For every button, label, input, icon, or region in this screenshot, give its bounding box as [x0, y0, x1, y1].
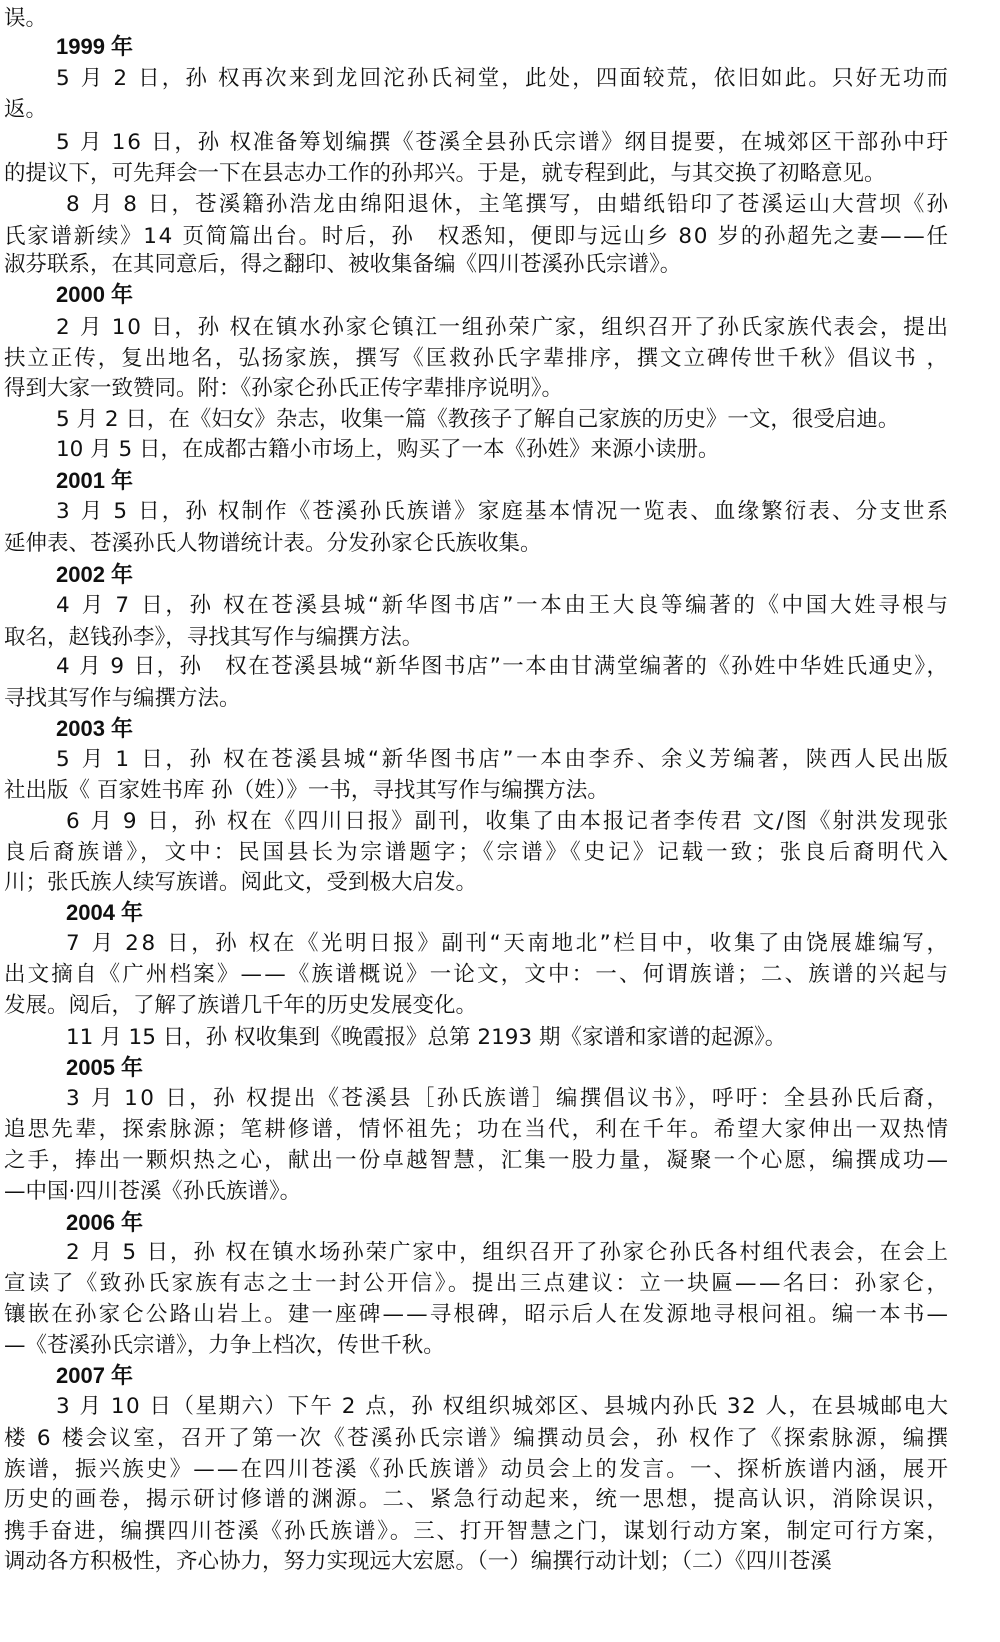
para-start [0, 744, 1000, 776]
year-heading [0, 559, 1000, 591]
year-heading [0, 279, 1000, 311]
para-line [0, 1546, 1000, 1578]
line-text: 1999 年 [56, 34, 134, 59]
para-line [0, 1176, 1000, 1208]
para-start [0, 434, 1000, 466]
line-text: 2004 年 [66, 900, 144, 925]
line-text: 宣读了《致孙氏家族有志之士一封公开信》。提出三点建议：立一块匾——名曰：孙家仑， [4, 1271, 951, 1296]
para-line [0, 1516, 1000, 1548]
para-line [0, 1145, 1000, 1177]
para-line [0, 1299, 1000, 1331]
para-start [0, 496, 1000, 528]
line-text: 得到大家一致赞同。附：《孙家仑孙氏正传字辈排序说明》。 [4, 376, 564, 401]
para-start [0, 1083, 1000, 1115]
line-text: 族谱，振兴族史》——在四川苍溪《孙氏族谱》动员会上的发言。一、探析族谱内涵，展开 [4, 1457, 951, 1482]
para-start [0, 312, 1000, 344]
year-heading [0, 1052, 1000, 1084]
line-text: 5 月 16 日，孙 权准备筹划编撰《苍溪全县孙氏宗谱》纲目提要，在城郊区干部孙中玗 [56, 130, 950, 155]
para-line [0, 1454, 1000, 1486]
year-heading [0, 465, 1000, 497]
line-text: 3 月 10 日，孙 权提出《苍溪县［孙氏族谱］编撰倡议书》，呼吁：全县孙氏后裔， [66, 1086, 951, 1111]
para-line [0, 1484, 1000, 1516]
para-line [0, 373, 1000, 405]
para-start [0, 590, 1000, 622]
line-text: 2000 年 [56, 282, 134, 307]
para-line [0, 837, 1000, 869]
line-text: 社出版《 百家姓书库 孙（姓）》一书，寻找其写作与编撰方法。 [4, 778, 609, 803]
para-line [0, 343, 1000, 375]
line-text: —中国·四川苍溪《孙氏族谱》。 [4, 1179, 302, 1204]
para-line [0, 1330, 1000, 1362]
line-text: 追思先辈，探索脉源；笔耕修谱，情怀祖先；功在当代，利在千年。希望大家伸出一双热情 [4, 1117, 951, 1142]
para-line [0, 94, 1000, 126]
line-text: 的提议下，可先拜会一下在县志办工作的孙邦兴。于是，就专程到此，与其交换了初略意见。 [4, 161, 886, 186]
line-text: 6 月 9 日，孙 权在《四川日报》副刊，收集了由本报记者李传君 文/图《射洪发现张 [66, 809, 950, 834]
line-text: 调动各方积极性，齐心协力，努力实现远大宏愿。（一）编撰行动计划；（二）《四川苍溪 [4, 1549, 832, 1574]
line-text: 扶立正传，复出地名，弘扬家族，撰写《匡救孙氏字辈排序，撰文立碑传世千秋》倡议书 ， [4, 346, 950, 371]
line-text: 2005 年 [66, 1055, 144, 1080]
year-heading [0, 897, 1000, 929]
line-text: 2007 年 [56, 1363, 134, 1388]
para-start [0, 189, 1000, 221]
para-start [0, 63, 1000, 95]
year-heading [0, 1360, 1000, 1392]
line-text: 携手奋进，编撰四川苍溪《孙氏族谱》。三、打开智慧之门，谋划行动方案，制定可行方案， [4, 1519, 950, 1544]
line-text: 3 月 5 日，孙 权制作《苍溪孙氏族谱》家庭基本情况一览表、血缘繁衍表、分支世系 [56, 499, 951, 524]
para-line [0, 158, 1000, 190]
line-text: 之手，捧出一颗炽热之心，献出一份卓越智慧，汇集一股力量，凝聚一个心愿，编撰成功— [4, 1148, 951, 1173]
line-text: 寻找其写作与编撰方法。 [4, 686, 241, 711]
para-line [0, 622, 1000, 654]
year-heading [0, 1207, 1000, 1239]
line-text: 4 月 7 日，孙 权在苍溪县城“新华图书店”一本由王大良等编著的《中国大姓寻根与 [56, 593, 951, 618]
line-text: 5 月 2 日，孙 权再次来到龙回沱孙氏祠堂，此处，四面较荒，依旧如此。只好无功而 [56, 66, 951, 91]
year-heading [0, 31, 1000, 63]
para-line [0, 1268, 1000, 1300]
para-start [0, 806, 1000, 838]
line-text: 淑芬联系，在其同意后，得之翻印、被收集备编《四川苍溪孙氏宗谱》。 [4, 252, 682, 277]
para-line [0, 1423, 1000, 1455]
line-text: 川；张氏族人续写族谱。阅此文，受到极大启发。 [4, 870, 478, 895]
line-text: 4 月 9 日，孙 权在苍溪县城“新华图书店”一本由甘满堂编著的《孙姓中华姓氏通史》， [56, 654, 950, 679]
line-text: 2 月 5 日，孙 权在镇水场孙荣广家中，组织召开了孙家仑孙氏各村组代表会，在会上 [66, 1240, 950, 1265]
line-text: 镶嵌在孙家仑公路山岩上。建一座碑——寻根碑，昭示后人在发源地寻根问祖。编一本书— [4, 1302, 951, 1327]
line-text: 2001 年 [56, 468, 134, 493]
para-start [0, 127, 1000, 159]
line-text: 延伸表、苍溪孙氏人物谱统计表。分发孙家仑氏族收集。 [4, 531, 542, 556]
para-line [0, 959, 1000, 991]
para-line [0, 867, 1000, 899]
line-text: 2003 年 [56, 716, 134, 741]
para-line [0, 990, 1000, 1022]
line-text: 7 月 28 日，孙 权在《光明日报》副刊“天南地北”栏目中，收集了由饶展雄编写， [66, 931, 951, 956]
para-line [0, 683, 1000, 715]
para-start [0, 1022, 1000, 1054]
year-heading [0, 713, 1000, 745]
para-start [0, 404, 1000, 436]
para-line [0, 528, 1000, 560]
line-text: 8 月 8 日，苍溪籍孙浩龙由绵阳退休，主笔撰写，由蜡纸铅印了苍溪运山大营坝《孙 [66, 192, 951, 217]
line-text: 误。 [4, 6, 48, 31]
line-text: 取名，赵钱孙李》，寻找其写作与编撰方法。 [4, 625, 424, 650]
para-start [0, 928, 1000, 960]
line-text: 2006 年 [66, 1210, 144, 1235]
para-line [0, 1114, 1000, 1146]
para-start [0, 651, 1000, 683]
para-line [0, 775, 1000, 807]
line-text: 11 月 15 日，孙 权收集到《晚霞报》总第 2193 期《家谱和家谱的起源》。 [66, 1025, 787, 1050]
line-text: 历史的画卷，揭示研讨修谱的渊源。二、紧急行动起来，统一思想，提高认识，消除误识， [4, 1487, 951, 1512]
line-text: 3 月 10 日（星期六）下午 2 点，孙 权组织城郊区、县城内孙氏 32 人，在县城邮电大 [56, 1394, 950, 1419]
para-start [0, 1237, 1000, 1269]
line-text: 发展。阅后，了解了族谱几千年的历史发展变化。 [4, 993, 478, 1018]
line-text: —《苍溪孙氏宗谱》，力争上档次，传世千秋。 [4, 1333, 445, 1358]
para-start [0, 1391, 1000, 1423]
para-line [0, 249, 1000, 281]
line-text: 氏家谱新续》14 页简篇出台。时后，孙 权悉知，便即与远山乡 80 岁的孙超先之妻——任 [4, 224, 950, 249]
line-text: 返。 [4, 97, 48, 122]
line-text: 2 月 10 日，孙 权在镇水孙家仑镇江一组孙荣广家，组织召开了孙氏家族代表会，提出 [56, 315, 950, 340]
line-text: 出文摘自《广州档案》——《族谱概说》一论文，文中：一、何谓族谱；二、族谱的兴起与 [4, 962, 951, 987]
line-text: 10 月 5 日，在成都古籍小市场上，购买了一本《孙姓》来源小读册。 [56, 437, 720, 462]
line-text: 5 月 1 日，孙 权在苍溪县城“新华图书店”一本由李乔、余义芳编著，陕西人民出版 [56, 747, 951, 772]
line-text: 5 月 2 日，在《妇女》杂志，收集一篇《教孩子了解自己家族的历史》一文，很受启迪。 [56, 407, 900, 432]
line-text: 楼 6 楼会议室，召开了第一次《苍溪孙氏宗谱》编撰动员会，孙 权作了《探索脉源，编撰 [4, 1426, 951, 1451]
line-text: 2002 年 [56, 562, 134, 587]
line-text: 良后裔族谱》，文中：民国县长为宗谱题字；《宗谱》《史记》记载一致；张良后裔明代入 [4, 840, 951, 865]
